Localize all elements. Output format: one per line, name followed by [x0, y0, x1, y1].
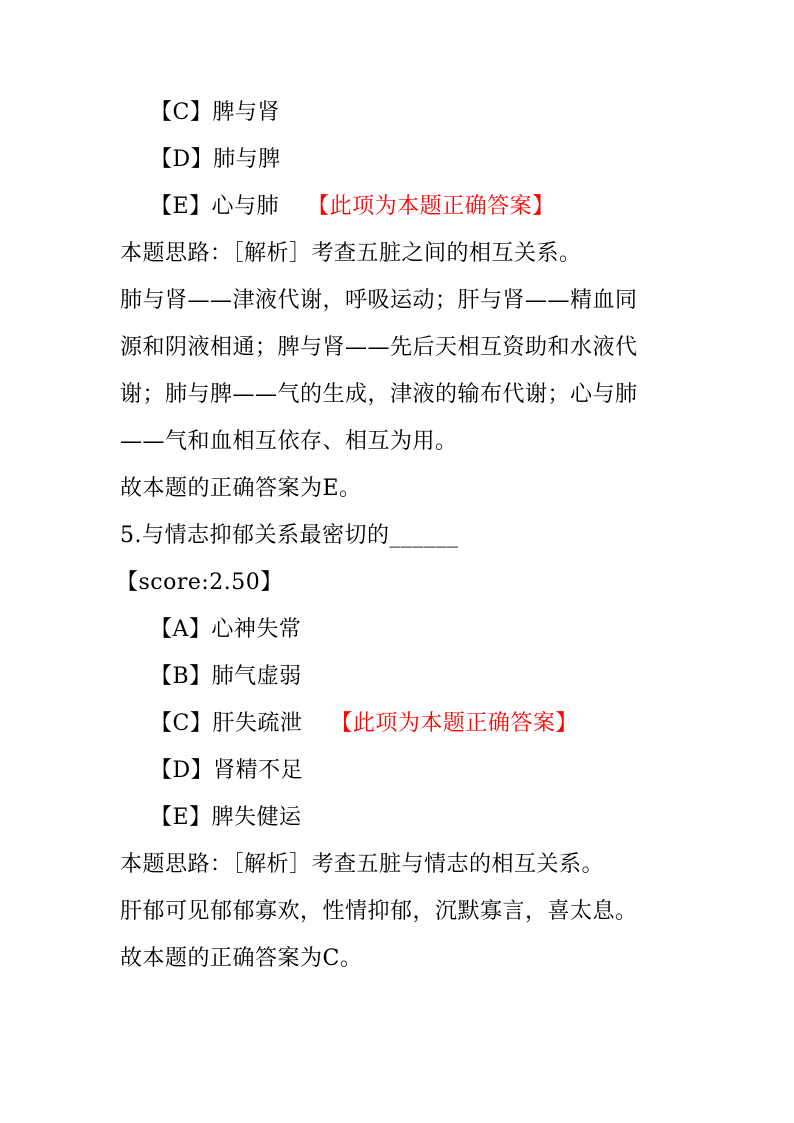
option-text: 【B】肺气虚弱 — [150, 664, 302, 689]
q5-option-e — [150, 803, 302, 833]
option-text: 【C】脾与肾 — [150, 100, 280, 125]
q5-option-a — [150, 615, 301, 645]
option-text: 【D】肾精不足 — [150, 758, 304, 783]
q5-option-d — [150, 756, 303, 786]
q5-option-b — [150, 662, 302, 692]
option-text: 【A】心神失常 — [150, 617, 302, 642]
q4-analysis-line-4: ——气和血相互依存、相互为用。 — [120, 429, 458, 454]
q4-analysis-line-3: 谢；肺与脾——气的生成，津液的输布代谢；心与肺 — [120, 382, 638, 407]
correct-answer-tag: 【此项为本题正确答案】 — [307, 194, 555, 219]
q5-answer: 故本题的正确答案为C。 — [120, 946, 363, 971]
q4-analysis-line-2: 源和阴液相通；脾与肾——先后天相互资助和水液代 — [120, 335, 638, 360]
option-text: 【E】脾失健运 — [150, 805, 302, 830]
q5-option-c — [150, 709, 578, 739]
q5-analysis-title: 本题思路：［解析］考查五脏与情志的相互关系。 — [120, 852, 605, 877]
q4-analysis-line-1: 肺与肾——津液代谢，呼吸运动；肝与肾——精血同 — [120, 288, 638, 313]
q5-analysis-line: 肝郁可见郁郁寡欢，性情抑郁，沉默寡言，喜太息。 — [120, 899, 638, 924]
correct-answer-tag: 【此项为本题正确答案】 — [330, 711, 578, 736]
option-text: 【D】肺与脾 — [150, 147, 281, 172]
q4-answer: 故本题的正确答案为E。 — [120, 476, 362, 501]
q4-option-c — [150, 98, 280, 128]
q5-score: 【score:2.50】 — [116, 570, 283, 595]
q5-question: 5.与情志抑郁关系最密切的______ — [120, 523, 459, 548]
option-text: 【E】心与肺 — [150, 194, 280, 219]
option-text: 【C】肝失疏泄 — [150, 711, 303, 736]
q4-option-d — [150, 145, 281, 175]
q4-option-e — [150, 192, 555, 222]
q4-analysis-title: 本题思路：［解析］考查五脏之间的相互关系。 — [120, 241, 582, 266]
